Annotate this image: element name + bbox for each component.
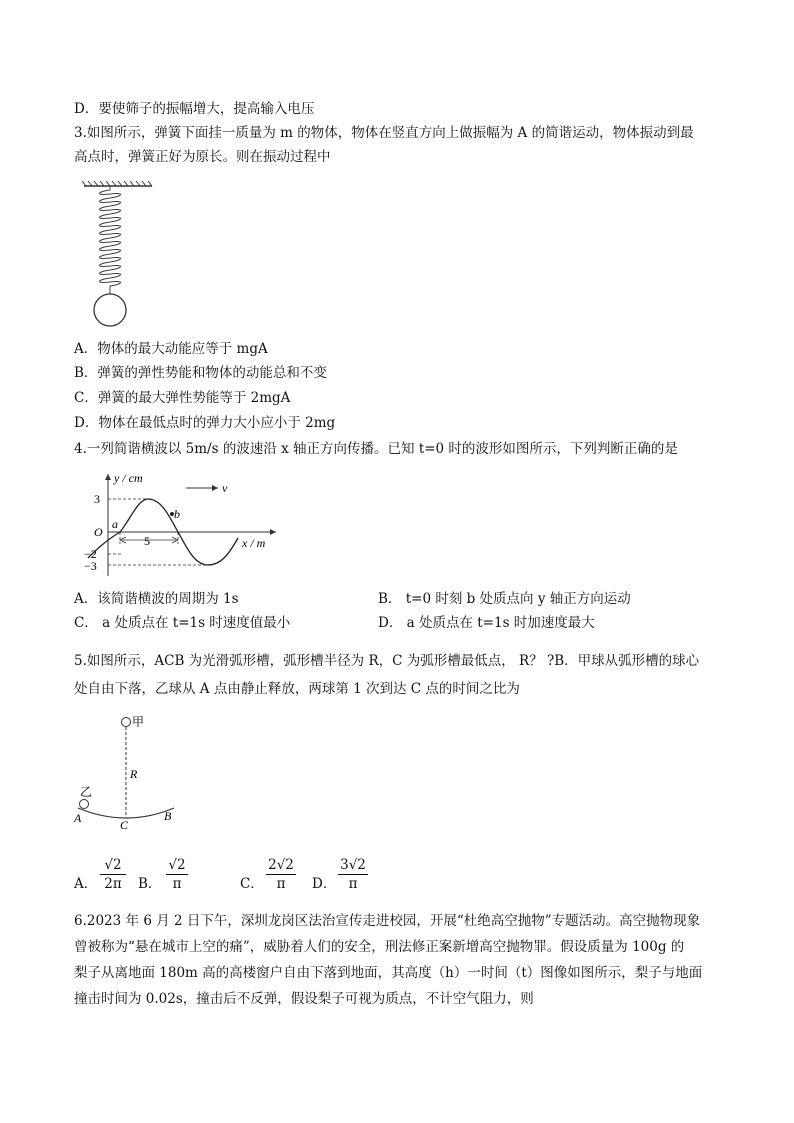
- origin-label: O: [94, 525, 103, 539]
- q3-option-a: A．物体的最大动能应等于 mgA: [74, 341, 268, 357]
- q3-option-b: B．弹簧的弹性势能和物体的动能总和不变: [74, 365, 327, 381]
- q5-option-b-frac: √2 π: [166, 856, 188, 893]
- q5-stem-line1: 5.如图所示，ACB 为光滑弧形槽，弧形槽半径为 R，C 为弧形槽最低点， R？ ?B．甲球从弧形槽的球心: [74, 653, 700, 669]
- q2-option-d: D．要使筛子的振幅增大，提高输入电压: [74, 101, 315, 117]
- q4-option-c: C． a 处质点在 t=1s 时速度值最小: [74, 615, 291, 631]
- point-a-label: a: [112, 517, 118, 531]
- q6-line1: 6.2023 年 6 月 2 日下午，深圳龙岗区法治宣传走进校园，开展“杜绝高空抛物”专题活动。高空抛物现象: [74, 913, 701, 929]
- q3-stem-line1: 3.如图所示，弹簧下面挂一质量为 m 的物体，物体在竖直方向上做振幅为 A 的简谐运动，物体振动到最: [74, 125, 694, 141]
- q5-option-b-label: B．: [138, 876, 162, 892]
- q5-option-c-label: C．: [240, 876, 264, 892]
- ball-jia: [122, 718, 131, 727]
- spring-figure: [80, 180, 160, 330]
- label-R: R: [130, 767, 138, 781]
- tick-minus-3: −3: [84, 559, 97, 573]
- q3-option-d: D．物体在最低点时的弹力大小应小于 2mg: [74, 415, 336, 431]
- q3-option-c: C．弹簧的最大弹性势能等于 2mgA: [74, 390, 291, 406]
- q4-option-a: A．该简谐横波的周期为 1s: [74, 591, 239, 607]
- q3-stem-line2: 高点时，弹簧正好为原长。则在振动过程中: [74, 149, 331, 165]
- label-C: C: [120, 818, 129, 832]
- label-jia: 甲: [132, 715, 145, 729]
- span-label: 5: [144, 534, 150, 548]
- q5-option-c-frac: 2√2 π: [266, 856, 296, 893]
- q5-stem-line2: 处自由下落，乙球从 A 点由静止释放，两球第 1 次到达 C 点的时间之比为: [74, 681, 520, 697]
- q4-option-b: B． t=0 时刻 b 处质点向 y 轴正方向运动: [378, 591, 631, 607]
- q5-option-d-label: D．: [312, 876, 337, 892]
- wave-figure: [82, 468, 282, 580]
- q6-line4: 撞击时间为 0.02s，撞击后不反弹，假设梨子可视为质点，不计空气阻力，则: [74, 991, 534, 1007]
- label-B: B: [164, 809, 172, 823]
- q5-option-d-frac: 3√2 π: [338, 856, 368, 893]
- label-yi: 乙: [80, 785, 93, 799]
- q6-line3: 梨子从离地面 180m 高的高楼窗户自由下落到地面，其高度（h）一时间（t）图像如图所示，梨子与地面: [74, 965, 703, 981]
- ball-yi: [80, 800, 89, 809]
- y-axis-label: y / cm: [114, 471, 143, 485]
- point-b-label: b: [174, 507, 180, 521]
- q4-option-d: D． a 处质点在 t=1s 时加速度最大: [378, 615, 595, 631]
- label-A: A: [74, 811, 82, 825]
- arc-figure: [72, 712, 192, 832]
- mass-ball: [94, 294, 126, 326]
- q6-line2: 曾被称为“悬在城市上空的痛”，威胁着人们的安全，刑法修正案新增高空抛物罪。假设质量为 100g 的: [74, 939, 685, 955]
- q5-options: [74, 856, 414, 896]
- velocity-label: v: [222, 481, 228, 495]
- q4-stem: 4.一列简谐横波以 5m/s 的波速沿 x 轴正方向传播。已知 t=0 时的波形如图所示，下列判断正确的是: [74, 441, 678, 457]
- x-axis-label: x / m: [242, 536, 266, 550]
- tick-3: 3: [94, 492, 100, 506]
- q5-option-a-label: A．: [74, 876, 98, 892]
- q5-option-a-frac: √2 2π: [100, 856, 126, 893]
- tick-minus-2: −2: [84, 547, 97, 561]
